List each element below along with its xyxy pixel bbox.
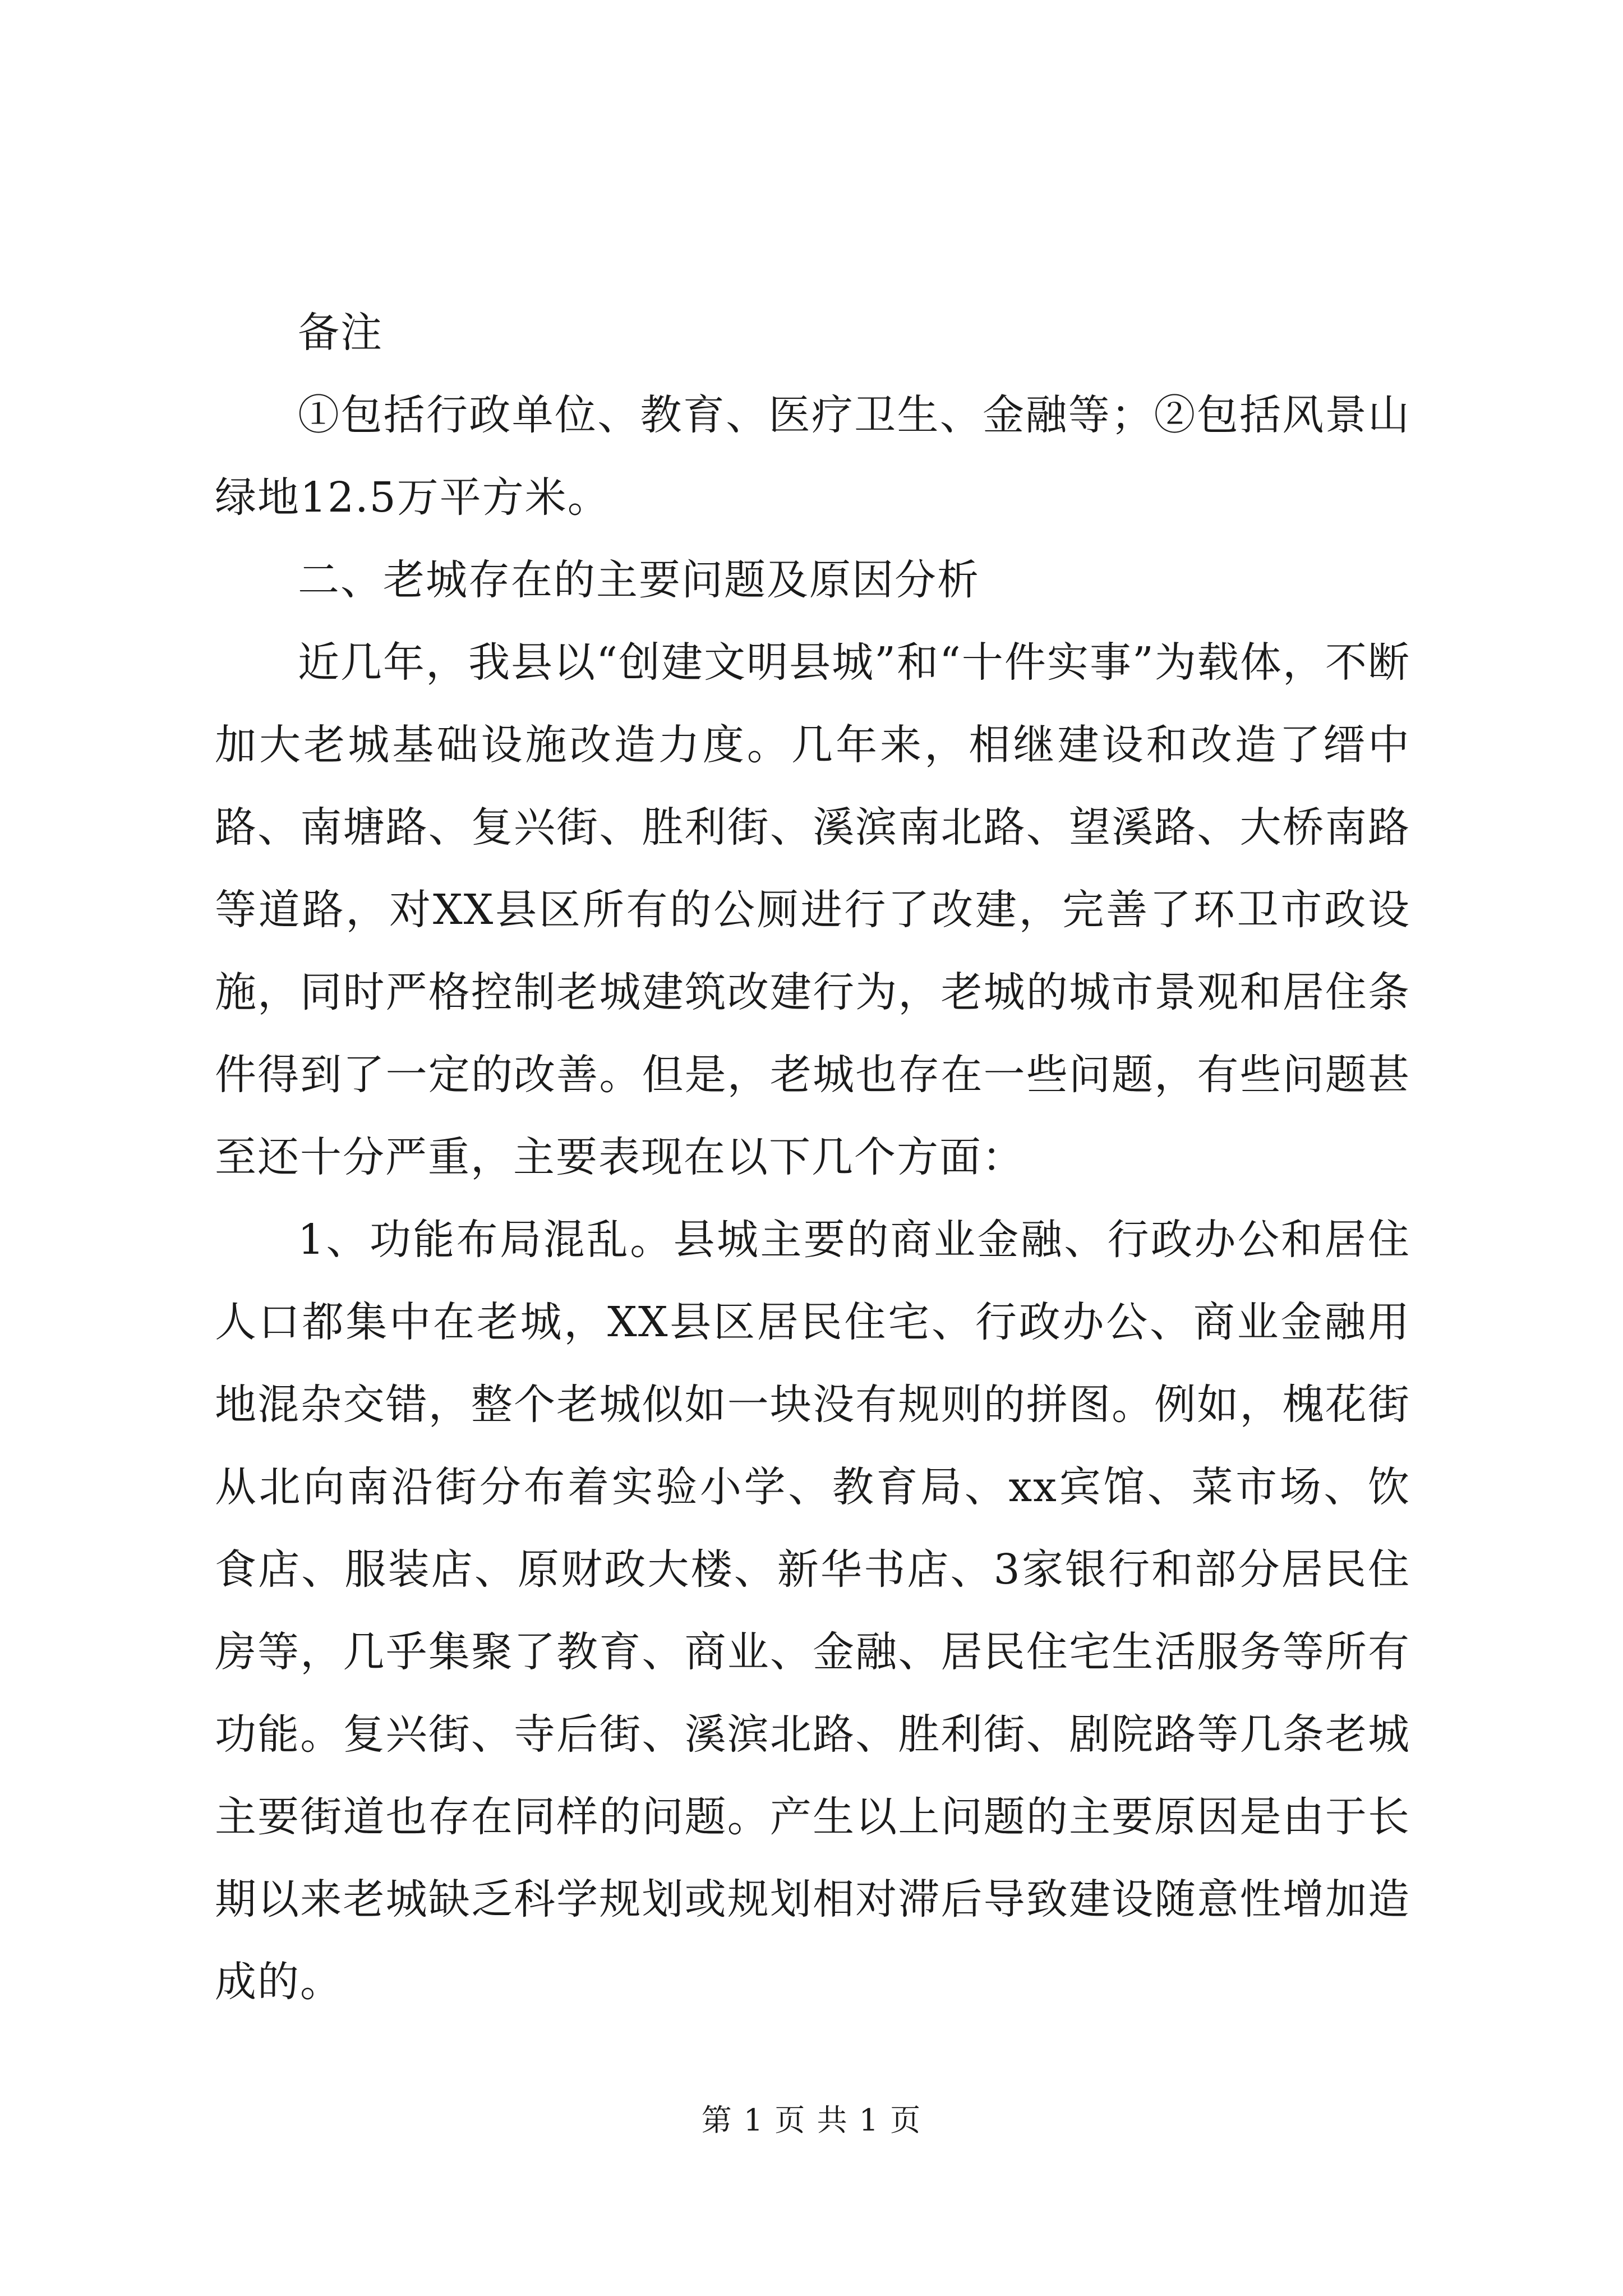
remark-heading: 备注 [298, 309, 383, 357]
intro-paragraph: 近几年，我县以“创建文明县城”和“十件实事”为载体，不断加大老城基础设施改造力度。几年来，相继建设和改造了缙中路、南塘路、复兴街、胜利街、溪滨南北路、望溪路、大桥南路等道路，对XX县区所有的公厕进行了改建，完善了环卫市政设施，同时严格控制老城建筑改建行为，老城的城市景观和居住条件得到了一定的改善。但是，老城也存在一些问题，有些问题甚至还十分严重，主要表现在以下几个方面： [215, 638, 1410, 1181]
problem-1-paragraph: 1、功能布局混乱。县城主要的商业金融、行政办公和居住人口都集中在老城，XX县区居民住宅、行政办公、商业金融用地混杂交错，整个老城似如一块没有规则的拼图。例如，槐花街从北向南沿街分布着实验小学、教育局、xx宾馆、菜市场、饮食店、服装店、原财政大楼、新华书店、3家银行和部分居民住房等，几乎集聚了教育、商业、金融、居民住宅生活服务等所有功能。复兴街、寺后街、溪滨北路、胜利街、剧院路等几条老城主要街道也存在同样的问题。产生以上问题的主要原因是由于长期以来老城缺乏科学规划或规划相对滞后导致建设随意性增加造成的。 [215, 1216, 1410, 2006]
remark-notes-paragraph: ①包括行政单位、教育、医疗卫生、金融等；②包括风景山绿地12.5万平方米。 [215, 391, 1410, 522]
section-heading: 二、老城存在的主要问题及原因分析 [298, 556, 980, 604]
page-number-footer: 第 1 页 共 1 页 [701, 2102, 922, 2138]
document-body [215, 292, 1410, 2023]
